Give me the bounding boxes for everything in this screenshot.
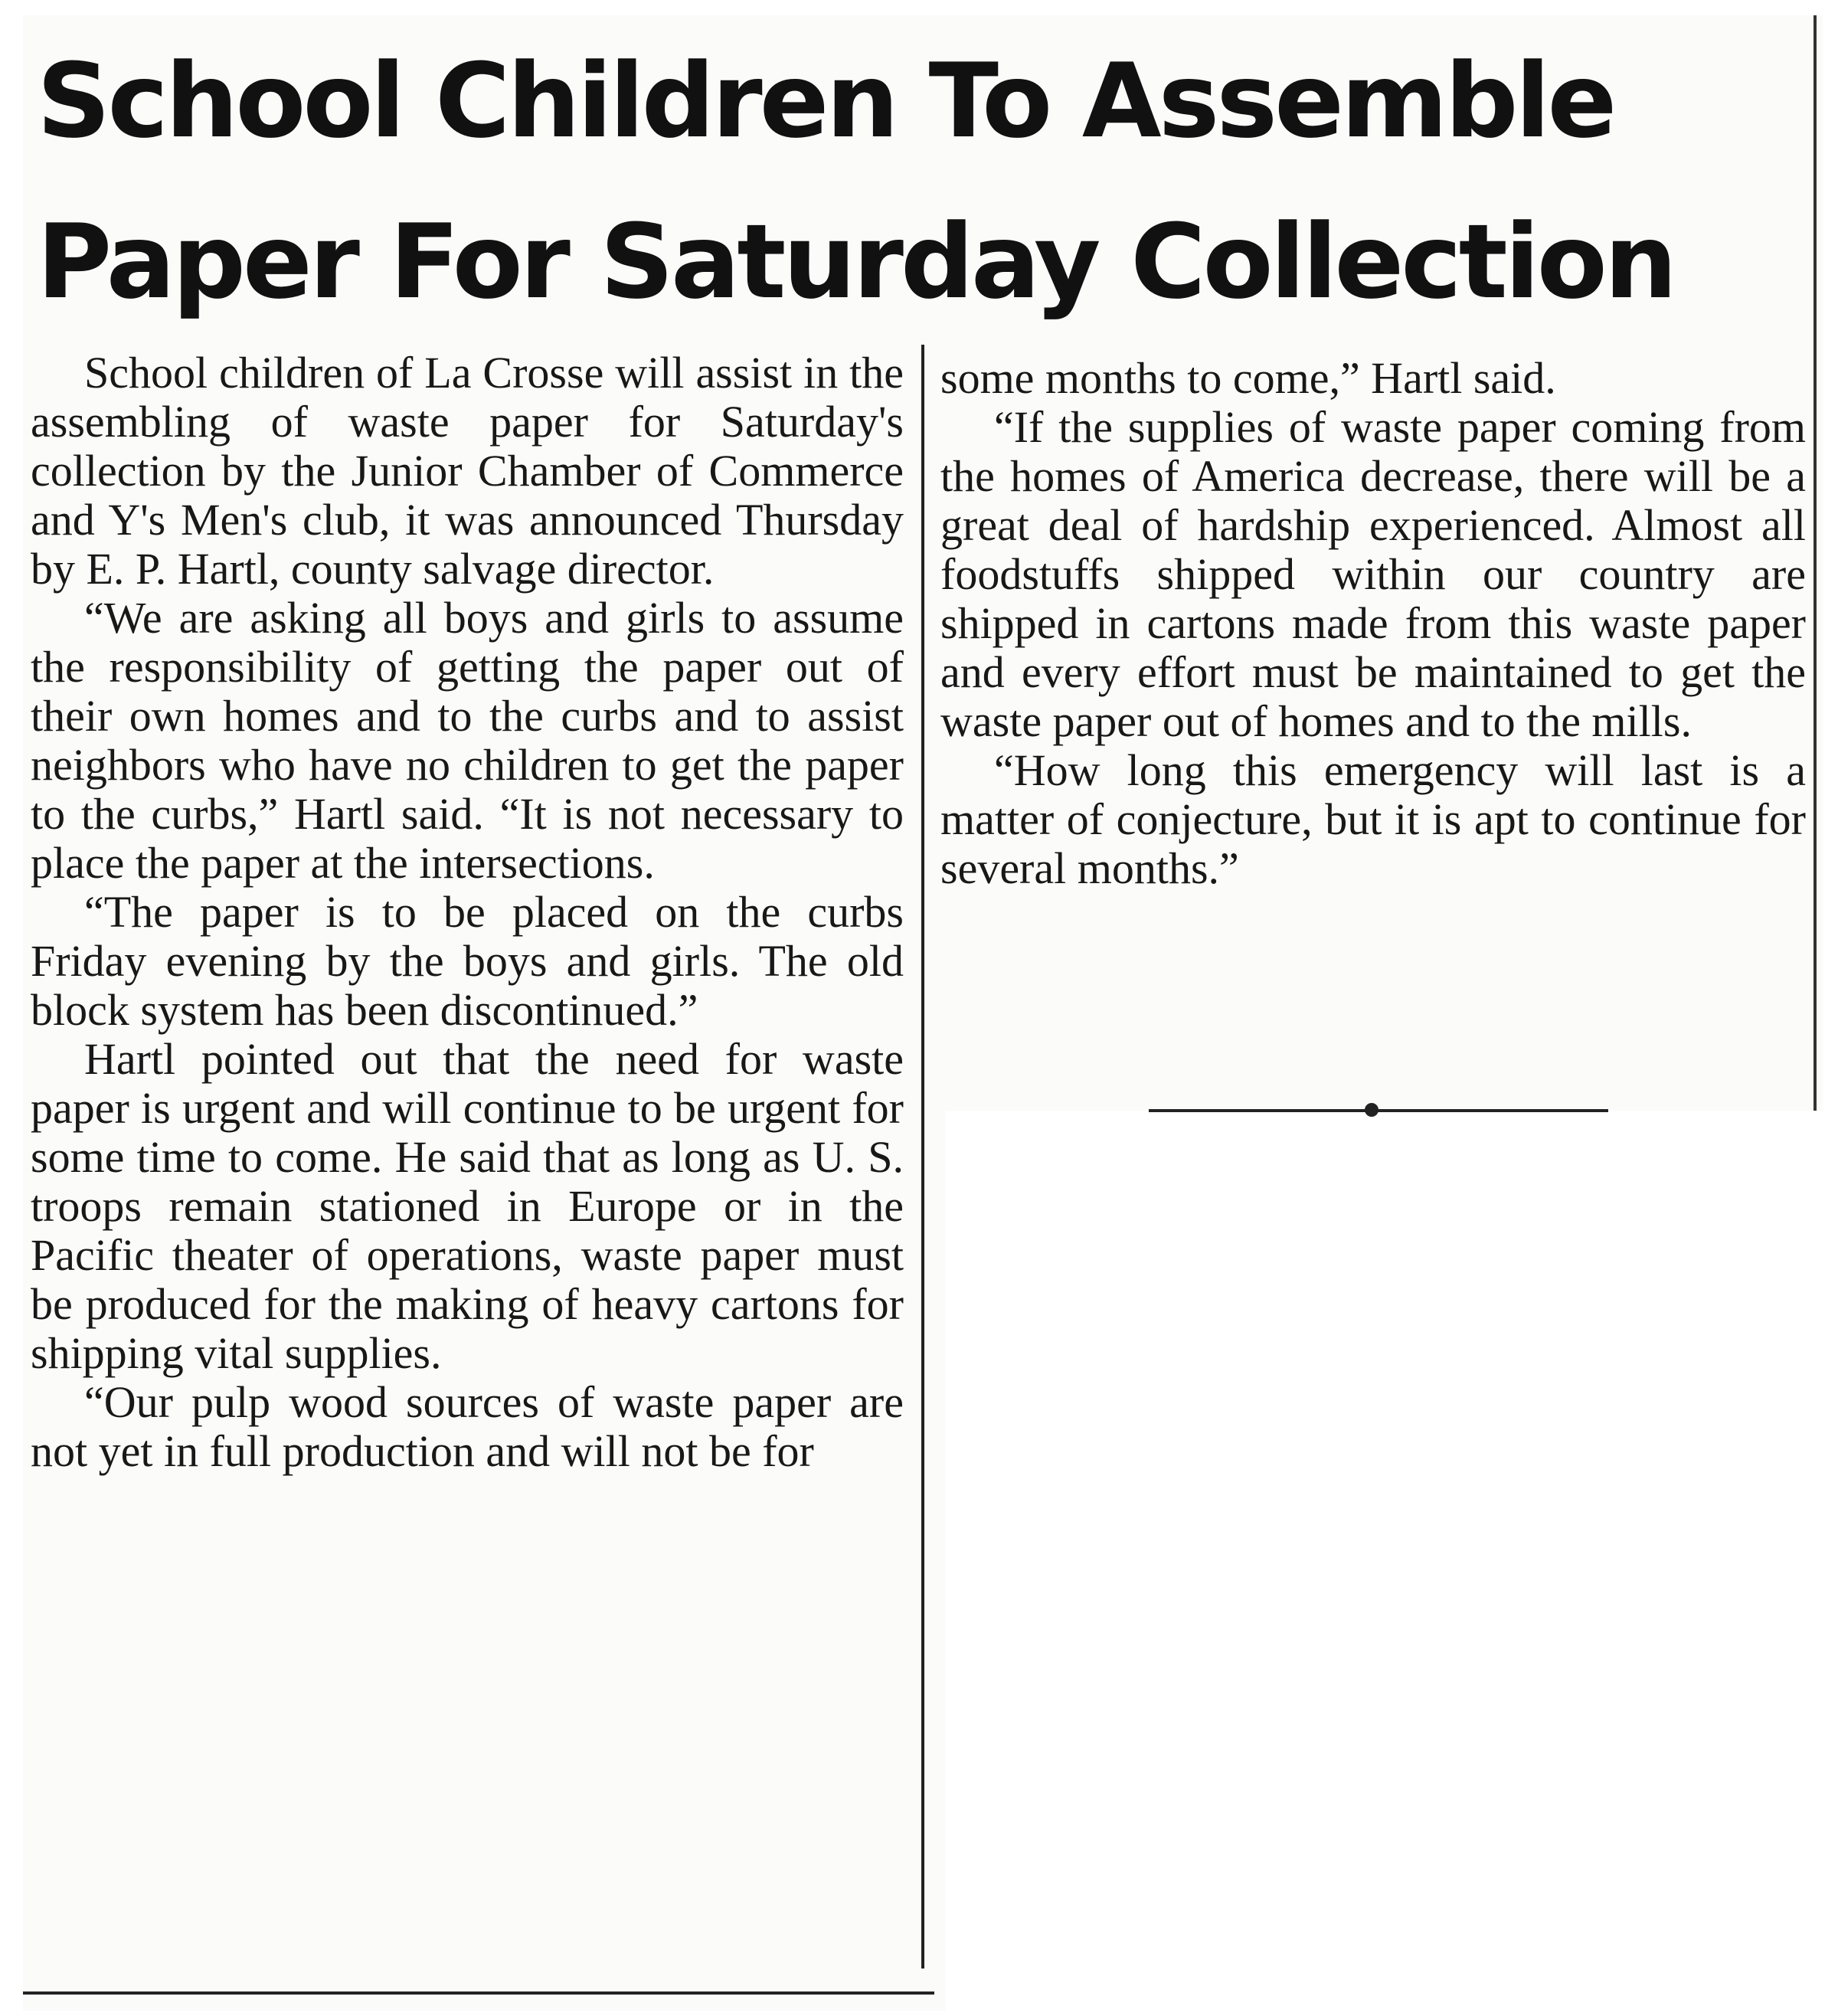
headline-line-2: Paper For Saturday Collection (37, 202, 1675, 322)
headline-line-1: School Children To Assemble (37, 41, 1614, 161)
paragraph-5-continued: some months to come,” Hartl said. (940, 353, 1556, 403)
paragraph-3: “The paper is to be placed on the curbs Friday evening by the boys and girls. The old block system has been discontinued.” (31, 887, 904, 1035)
paragraph-4: Hartl pointed out that the need for waste paper is urgent and will continue to be urgent for some time to come. He said that as long as U. S. troops remain stationed in Europe or in the Pacific theater of operations, waste paper must be produced for the making of heavy cartons for shipping vital supplies. (31, 1034, 904, 1378)
article-column-left (31, 349, 904, 1972)
column-divider (921, 345, 924, 1969)
paragraph-6: “If the supplies of waste paper coming from the homes of America decrease, there will be a great deal of hardship experienced. Almost all foodstuffs shipped within our country are shipped in cartons made from this waste paper and every effort must be maintained to get the waste paper out of homes and to the mills. (940, 402, 1806, 746)
paragraph-5: “Our pulp wood sources of waste paper are not yet in full production and will not be for (31, 1377, 904, 1476)
end-of-article-dot (1365, 1103, 1378, 1117)
article-column-right (940, 354, 1806, 1089)
end-of-article-dash (1149, 1109, 1608, 1112)
paragraph-2: “We are asking all boys and girls to assume the responsibility of getting the paper out of their own homes and to the curbs and to assist neighbors who have no children to get the paper to the curbs,” Hartl said. “It is not necessary to place the paper at the intersections. (31, 593, 904, 888)
paragraph-7: “How long this emergency will last is a matter of conjecture, but it is apt to continue for several months.” (940, 745, 1806, 893)
right-edge-rule (1813, 15, 1817, 1111)
bottom-rule (23, 1991, 934, 1995)
paragraph-1: School children of La Crosse will assist in the assembling of waste paper for Saturday's collection by the Junior Chamber of Commerce and Y's Men's club, it was announced Thursday by E. P. Hartl, county salvage director. (31, 348, 904, 594)
